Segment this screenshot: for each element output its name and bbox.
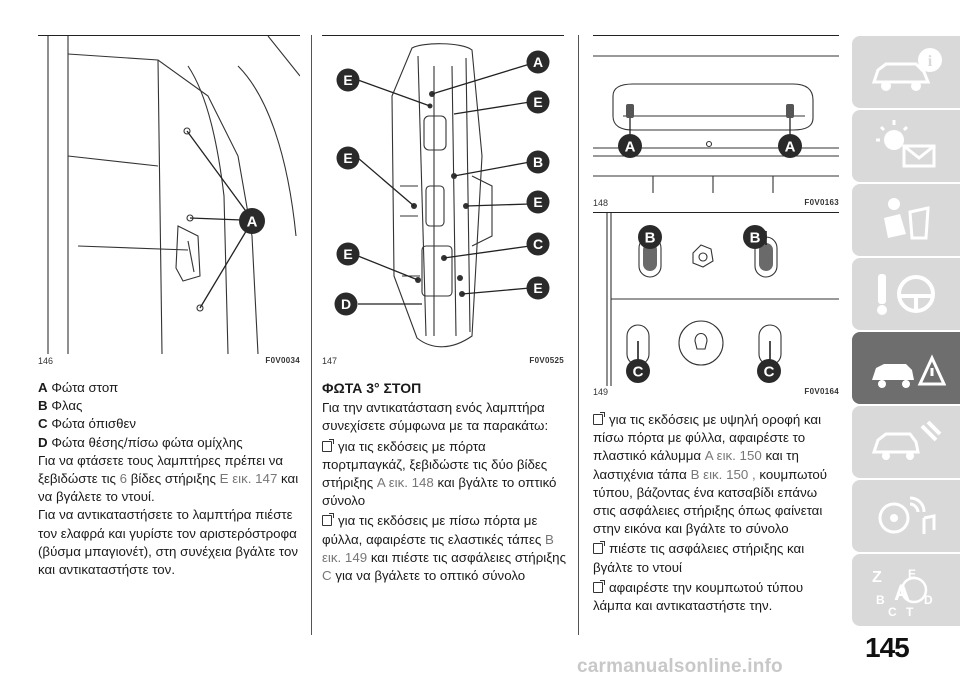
c3-b1-text-a: για τις εκδόσεις με υψηλή οροφή και πίσω πόρτα με φύλλα, αφαιρέστε το πλαστικό κάλυμμα (593, 412, 822, 464)
bullet-remove-bulb (593, 579, 843, 615)
figure-148-label-A1: A (624, 138, 636, 156)
car-info-icon (866, 42, 946, 102)
figure-147-label-D: D (340, 296, 352, 312)
legend-item-d (38, 434, 302, 452)
figure-148-label-A2: A (784, 138, 796, 156)
p1-figure-ref[interactable]: εικ. 147 (232, 471, 278, 487)
emergency-icon (866, 338, 946, 398)
index-icon (866, 560, 946, 620)
b2-key-c: C (322, 568, 332, 584)
figure-149-number: 149 (593, 387, 609, 397)
c3-b1-key-b: B (690, 466, 700, 482)
legend-text-c: Φώτα όπισθεν (51, 416, 137, 432)
figure-147-label-E4: E (343, 72, 353, 88)
bullet-icon (322, 515, 332, 526)
tab-airbag-safety[interactable] (852, 184, 960, 256)
figure-147-label-E3: E (533, 280, 543, 296)
figure-149-code: F0V0164 (804, 387, 839, 396)
bullet-icon (593, 582, 603, 593)
figure-148-illustration (593, 36, 839, 193)
p1-text-b: βίδες στήριξης (130, 471, 216, 487)
b2-text-b: και πιέστε τις ασφάλειες στήριξης (370, 549, 566, 565)
c3-b1-figure-ref[interactable]: εικ. 150 (716, 448, 762, 464)
legend-text-a: Φώτα στοπ (51, 380, 119, 395)
intro-text: Για την αντικατάσταση ενός λαμπτήρα συνεχίσετε σύμφωνα με τα παρακάτω: (322, 400, 549, 434)
legend-key-d: D (38, 434, 48, 450)
legend-text-b: Φλας (51, 398, 83, 414)
svg-text:B: B (876, 593, 885, 607)
b2-key-b: B (545, 531, 554, 547)
svg-text:D: D (924, 593, 933, 607)
tab-car-info[interactable] (852, 36, 960, 108)
tab-emergency[interactable] (852, 332, 960, 404)
bullet-icon (593, 543, 603, 554)
airbag-safety-icon (866, 190, 946, 250)
p1-text-c: και να βγάλετε το ντουί. (38, 471, 299, 505)
p1-text-a: Για να φτάσετε τους λαμπτήρες πρέπει να ξεβιδώστε τις (38, 452, 284, 487)
figure-147-label-E2: E (533, 194, 543, 210)
figure-149-label-B2: B (749, 229, 761, 247)
figure-147-label-A: A (532, 54, 544, 70)
page-number: 145 (865, 632, 909, 663)
figure-147-number: 147 (322, 356, 338, 366)
legend-item-b (38, 397, 302, 415)
svg-text:A: A (894, 580, 910, 605)
section-heading-third-stop: ΦΩΤΑ 3° ΣΤΟΠ (322, 380, 422, 396)
legend-text-d: Φώτα θέσης/πίσω φώτα ομίχλης (51, 434, 243, 450)
svg-text:C: C (888, 605, 897, 619)
b1-text-a: για τις εκδόσεις με πόρτα πορτμπαγκάζ, ξεβιδώστε τις δύο βίδες στήριξης (322, 438, 548, 491)
multimedia-icon (866, 486, 946, 546)
paragraph-replace-bulb: Για να αντικαταστήσετε το λαμπτήρα πιέστε τον ελαφρά και γυρίστε τον αριστερόστροφα (βύσμα μπαγιονέτ), στη συνέχεια βγάλτε τον και αντικαταστήστε τον. (38, 507, 299, 578)
column-separator-1 (311, 35, 312, 635)
column-separator-2 (578, 35, 579, 635)
figure-147-label-E1: E (533, 94, 543, 110)
svg-text:i: i (927, 53, 933, 70)
watermark: carmanualsonline.info (577, 656, 783, 677)
c3-b1-figure-ref-2[interactable]: εικ. 150 , (703, 466, 756, 482)
b2-text-c: για να βγάλετε το οπτικό σύνολο (335, 568, 526, 584)
figure-147-illustration (322, 36, 564, 354)
figure-149-label-B1: B (644, 229, 656, 247)
figure-147-label-E5: E (343, 150, 353, 166)
c3-b2-text: πιέστε τις ασφάλειες στήριξης και βγάλτε το ντουί (593, 541, 805, 575)
tab-warning-lights[interactable] (852, 110, 960, 182)
column-1-text (38, 379, 302, 579)
figure-147-code: F0V0525 (529, 356, 564, 365)
svg-text:T: T (906, 605, 914, 619)
figure-147-label-E6: E (343, 246, 353, 262)
chapter-sidebar (848, 0, 960, 678)
bullet-icon (322, 441, 332, 452)
svg-text:Z: Z (872, 569, 882, 586)
figure-146-code: F0V0034 (265, 356, 300, 365)
paragraph-access-bulbs (38, 452, 302, 507)
figure-147-label-C: C (532, 236, 544, 252)
tab-maintenance[interactable] (852, 406, 960, 478)
bullet-rear-doors (322, 512, 568, 585)
legend-item-c (38, 415, 302, 433)
figure-147 (322, 35, 564, 354)
column-3-text (593, 411, 843, 615)
bullet-tailgate (322, 438, 568, 511)
legend-key-a: A (38, 380, 48, 395)
b1-text-b: και βγάλτε το οπτικό σύνολο (322, 475, 557, 509)
figure-147-label-B: B (532, 154, 544, 170)
b1-figure-ref[interactable]: εικ. 148 (388, 475, 434, 491)
figure-146 (38, 35, 300, 354)
bullet-press-clips (593, 540, 843, 576)
figure-148-number: 148 (593, 198, 609, 208)
figure-146-number: 146 (38, 356, 54, 366)
legend-key-c: C (38, 416, 48, 432)
c3-b1-text-c: κουμπωτού τύπου, βάζοντας ένα κατσαβίδι επάνω στις ασφάλειες στήριξης όπως φαίνεται στην εικόνα και βγάλτε το σύνολο (593, 466, 828, 537)
warning-lights-icon (866, 116, 946, 176)
bullet-icon (593, 414, 603, 425)
legend-key-b: B (38, 398, 48, 414)
column-2-text (322, 379, 568, 585)
starting-driving-icon (866, 264, 946, 324)
tab-starting-driving[interactable] (852, 258, 960, 330)
figure-148-code: F0V0163 (804, 198, 839, 207)
tab-multimedia[interactable] (852, 480, 960, 552)
figure-148-caption (593, 198, 839, 208)
figure-149-label-C2: C (763, 363, 775, 381)
b2-text-a: για τις εκδόσεις με πίσω πόρτα με φύλλα, αφαιρέστε τις ελαστικές τάπες (322, 513, 542, 547)
c3-b3-text: αφαιρέστε την κουμπωτού τύπου λάμπα και αντικαταστήστε την. (593, 579, 804, 614)
c3-b1-text-b: και τη λαστιχένια τάπα (593, 448, 799, 482)
figure-149-caption (593, 387, 839, 397)
figure-149-label-C1: C (632, 363, 644, 381)
maintenance-icon (866, 412, 946, 472)
b2-figure-ref[interactable]: εικ. 149 (322, 549, 368, 565)
svg-text:E: E (908, 567, 917, 581)
figure-148 (593, 35, 839, 193)
bullet-high-roof (593, 411, 843, 538)
p1-screw-count: 6 (119, 471, 128, 487)
figure-147-caption (322, 356, 564, 366)
legend-item-a (38, 379, 302, 397)
p1-key-e: E (219, 471, 229, 487)
c3-b1-key-a: A (704, 448, 713, 464)
figure-146-illustration (38, 36, 300, 354)
figure-149-illustration (593, 213, 839, 386)
b1-key-a: A (376, 475, 385, 491)
figure-146-caption (38, 356, 300, 366)
figure-149 (593, 212, 839, 386)
figure-146-label-A: A (246, 213, 258, 231)
tab-index[interactable] (852, 554, 960, 626)
